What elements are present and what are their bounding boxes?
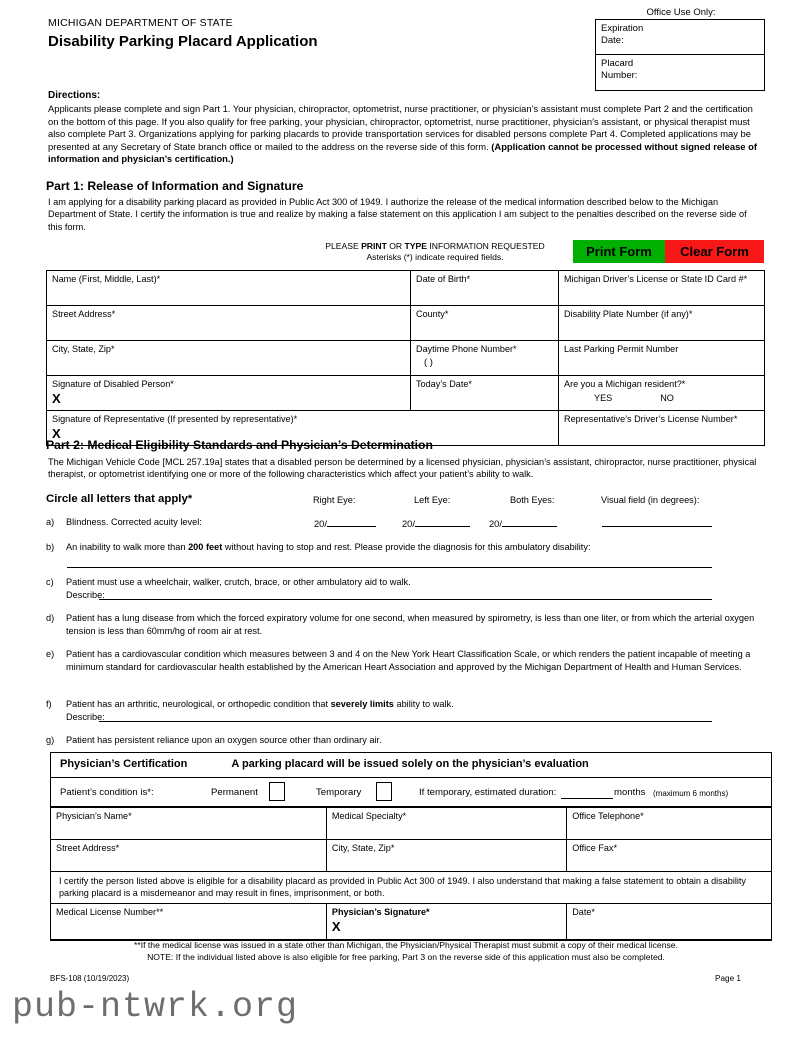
part1-heading: Part 1: Release of Information and Signature bbox=[46, 179, 304, 193]
visual-field-header: Visual field (in degrees): bbox=[601, 495, 700, 505]
certification-subtitle: A parking placard will be issued solely on the physician’s evaluation bbox=[231, 758, 589, 770]
criterion-f-text bbox=[66, 698, 762, 711]
criterion-b[interactable] bbox=[46, 541, 762, 554]
asterisk-note: Asterisks (*) indicate required fields. bbox=[366, 252, 504, 262]
duration-input[interactable] bbox=[561, 787, 613, 799]
duration-label: If temporary, estimated duration: bbox=[419, 787, 557, 798]
directions-text: Applicants please complete and sign Part 1. Your physician, chiropractor, optometrist, nurse practitioner, or physician’s assistant must complete Part 2 and the certification on the bottom of this page. If you also qualify for free parking, your physician, chiropractor, optometrist, nurse practitioner, physician’s assistant, or physical therapist must also complete Part 3. Organizations applying for parking placards to provide transportation services for disabled persons complete Part 4. Completed applications may be presented at any Secretary of State branch office or mailed to the address on the reverse side of this form. bbox=[48, 103, 753, 152]
physician-certification-box bbox=[50, 752, 772, 941]
resident-options bbox=[564, 393, 764, 405]
physician-signature-label: Physician’s Signature* bbox=[331, 907, 430, 917]
directions-bold-note: (Application cannot be processed without signed release of information and physician’s certification.) bbox=[48, 140, 757, 165]
resident-no-option[interactable]: NO bbox=[660, 392, 674, 403]
criterion-a-text: Blindness. Corrected acuity level: bbox=[66, 517, 202, 527]
permanent-label: Permanent bbox=[211, 787, 258, 798]
print-note-print: PRINT bbox=[361, 241, 387, 251]
acuity-prefix: 20/ bbox=[402, 519, 415, 529]
criterion-g-letter: g) bbox=[46, 735, 55, 745]
print-note-pre: PLEASE bbox=[325, 241, 362, 251]
office-telephone-label: Office Telephone* bbox=[572, 811, 644, 821]
criterion-c[interactable] bbox=[46, 576, 762, 601]
patient-condition-row bbox=[51, 778, 771, 807]
todays-date-field[interactable] bbox=[411, 376, 559, 411]
table-row bbox=[51, 872, 771, 904]
signature-x-mark: X bbox=[331, 918, 341, 934]
right-eye-header: Right Eye: bbox=[313, 495, 356, 505]
dob-field[interactable] bbox=[411, 271, 559, 306]
office-use-box bbox=[595, 19, 765, 91]
watermark: pub-ntwrk.org bbox=[12, 987, 299, 1027]
department-name: MICHIGAN DEPARTMENT OF STATE bbox=[48, 17, 233, 29]
plate-label: Disability Plate Number (if any)* bbox=[564, 309, 693, 319]
table-row bbox=[47, 271, 765, 306]
criterion-f-bold: severely limits bbox=[330, 699, 394, 709]
acuity-right-eye-input[interactable] bbox=[314, 516, 376, 529]
michigan-resident-label: Are you a Michigan resident?* bbox=[564, 379, 686, 389]
signature-disabled-field[interactable] bbox=[47, 376, 411, 411]
county-field[interactable] bbox=[411, 306, 559, 341]
page-number: Page 1 bbox=[715, 974, 741, 983]
criterion-b-letter: b) bbox=[46, 542, 55, 552]
directions-body bbox=[48, 103, 763, 166]
expiration-date-field[interactable] bbox=[596, 20, 764, 55]
physician-city-state-zip-field[interactable] bbox=[326, 840, 566, 872]
street-field[interactable] bbox=[47, 306, 411, 341]
part1-body: I am applying for a disability parking placard as provided in Public Act 300 of 1949. I authorize the release of the medical information described below to the Michigan Department of State. I certify the information is true and realize by making a false statement on this application I am subject to the penalties described on the reverse side of this form. bbox=[48, 197, 747, 232]
physician-info-table bbox=[51, 807, 771, 940]
directions-heading: Directions: bbox=[48, 90, 101, 101]
physician-name-field[interactable] bbox=[51, 808, 326, 840]
certify-statement: I certify the person listed above is eligible for a disability placard as provided in Public Act 300 of 1949. I also understand that making a false statement to obtain a disability parking placard is a misdemeanor and may result in fines, imprisonment, or both. bbox=[51, 872, 771, 904]
acuity-left-eye-input[interactable] bbox=[402, 516, 470, 529]
print-instruction bbox=[300, 241, 570, 263]
medical-license-field[interactable] bbox=[51, 904, 326, 940]
footnote-note: NOTE: If the individual listed above is also eligible for free parking, Part 3 on the reverse side of this application must also be completed. bbox=[147, 952, 665, 962]
footnotes bbox=[48, 939, 764, 963]
criterion-f-post: ability to walk. bbox=[393, 699, 454, 709]
office-fax-label: Office Fax* bbox=[572, 843, 618, 853]
certification-date-field[interactable] bbox=[567, 904, 771, 940]
print-note-mid: OR bbox=[386, 241, 405, 251]
both-eyes-header: Both Eyes: bbox=[510, 495, 555, 505]
criterion-g-text: Patient has persistent reliance upon an oxygen source other than ordinary air. bbox=[66, 735, 382, 745]
certification-title: Physician’s Certification bbox=[60, 758, 188, 770]
phone-paren: ( ) bbox=[424, 356, 433, 368]
license-field[interactable] bbox=[559, 271, 765, 306]
city-state-zip-label: City, State, Zip* bbox=[52, 344, 115, 354]
physician-street-label: Street Address* bbox=[56, 843, 120, 853]
placard-number-field[interactable] bbox=[596, 55, 764, 90]
office-fax-field[interactable] bbox=[567, 840, 771, 872]
name-label: Name (First, Middle, Last)* bbox=[52, 274, 161, 284]
months-label: months bbox=[614, 787, 646, 798]
county-label: County* bbox=[416, 309, 449, 319]
criterion-f-describe-label: Describe: bbox=[66, 711, 105, 722]
criterion-a-letter: a) bbox=[46, 517, 55, 527]
criterion-f-pre: Patient has an arthritic, neurological, or orthopedic condition that bbox=[66, 699, 331, 709]
print-form-button[interactable]: Print Form bbox=[573, 240, 665, 263]
applicant-info-table bbox=[46, 270, 765, 446]
todays-date-label: Today’s Date* bbox=[416, 379, 472, 389]
physician-signature-field[interactable] bbox=[326, 904, 566, 940]
footnote-license: **If the medical license was issued in a state other than Michigan, the Physician/Physical Therapist must submit a copy of their medical license. bbox=[134, 940, 678, 950]
criterion-f[interactable] bbox=[46, 698, 762, 723]
criterion-e-text: Patient has a cardiovascular condition which measures between 3 and 4 on the New York Heart Classification Scale, or which renders the patient incapable of meeting a minimum standard for cardiovascular health established by the American Heart Association and approved by the Michigan Department of Health and Human Services. bbox=[66, 649, 751, 672]
certification-date-label: Date* bbox=[572, 907, 595, 917]
table-row bbox=[51, 808, 771, 840]
certification-title-row bbox=[51, 753, 771, 778]
signature-x-mark: X bbox=[52, 390, 61, 406]
table-row bbox=[47, 376, 765, 411]
medical-specialty-label: Medical Specialty* bbox=[331, 811, 407, 821]
placard-number-label: Placard Number: bbox=[601, 58, 638, 81]
criterion-d-letter: d) bbox=[46, 613, 55, 623]
print-note-type: TYPE bbox=[404, 241, 427, 251]
signature-x-mark: X bbox=[52, 425, 61, 441]
months-max-note: (maximum 6 months) bbox=[653, 789, 729, 798]
criterion-b-post: without having to stop and rest. Please provide the diagnosis for this ambulatory disability: bbox=[222, 542, 591, 552]
dob-label: Date of Birth* bbox=[416, 274, 471, 284]
license-label: Michigan Driver’s License or State ID Card #* bbox=[564, 274, 748, 284]
criterion-b-text bbox=[66, 541, 762, 554]
criterion-a[interactable] bbox=[46, 516, 306, 529]
criterion-c-describe-label: Describe: bbox=[66, 589, 105, 600]
medical-specialty-field[interactable] bbox=[326, 808, 566, 840]
print-note-post: INFORMATION REQUESTED bbox=[426, 241, 545, 251]
table-row bbox=[51, 840, 771, 872]
physician-city-state-zip-label: City, State, Zip* bbox=[331, 843, 395, 853]
office-use-label: Office Use Only: bbox=[646, 7, 716, 18]
michigan-resident-field[interactable] bbox=[559, 376, 765, 411]
table-row bbox=[47, 306, 765, 341]
rep-license-label: Representative’s Driver’s License Number* bbox=[564, 414, 738, 424]
criterion-d[interactable] bbox=[46, 612, 762, 637]
criterion-g[interactable] bbox=[46, 734, 762, 747]
physician-name-label: Physician’s Name* bbox=[56, 811, 132, 821]
acuity-prefix: 20/ bbox=[489, 519, 502, 529]
city-state-zip-field[interactable] bbox=[47, 341, 411, 376]
permanent-checkbox[interactable] bbox=[269, 782, 285, 801]
temporary-checkbox[interactable] bbox=[376, 782, 392, 801]
rep-license-field[interactable] bbox=[559, 411, 765, 446]
physician-street-field[interactable] bbox=[51, 840, 326, 872]
plate-field[interactable] bbox=[559, 306, 765, 341]
criterion-b-write-line[interactable] bbox=[67, 567, 712, 568]
street-label: Street Address* bbox=[52, 309, 116, 319]
table-row bbox=[51, 904, 771, 940]
signature-representative-label: Signature of Representative (If presented by representative)* bbox=[52, 414, 298, 424]
table-row bbox=[47, 341, 765, 376]
medical-license-label: Medical License Number** bbox=[56, 907, 164, 917]
expiration-date-label: Expiration Date: bbox=[601, 23, 644, 46]
signature-disabled-label: Signature of Disabled Person* bbox=[52, 379, 174, 389]
office-telephone-field[interactable] bbox=[567, 808, 771, 840]
acuity-both-eyes-input[interactable] bbox=[489, 516, 557, 529]
patient-condition-label: Patient’s condition is*: bbox=[60, 787, 154, 798]
part2-heading: Part 2: Medical Eligibility Standards and Physician’s Determination bbox=[46, 438, 433, 452]
form-id: BFS-108 (10/19/2023) bbox=[50, 974, 130, 983]
last-permit-label: Last Parking Permit Number bbox=[564, 344, 679, 354]
criterion-f-write-line[interactable] bbox=[99, 721, 712, 722]
acuity-prefix: 20/ bbox=[314, 519, 327, 529]
criterion-c-text: Patient must use a wheelchair, walker, crutch, brace, or other ambulatory aid to walk. bbox=[66, 577, 411, 587]
criterion-d-text: Patient has a lung disease from which the forced expiratory volume for one second, when measured by spirometry, is less than one liter, or from which the arterial oxygen tension is less than 60mm/hg of room air at rest. bbox=[66, 613, 755, 636]
left-eye-header: Left Eye: bbox=[414, 495, 451, 505]
visual-field-input[interactable] bbox=[602, 516, 712, 529]
criterion-e-letter: e) bbox=[46, 649, 55, 659]
last-permit-field[interactable] bbox=[559, 341, 765, 376]
clear-form-button[interactable]: Clear Form bbox=[665, 240, 764, 263]
resident-yes-option[interactable]: YES bbox=[594, 392, 613, 403]
page-title: Disability Parking Placard Application bbox=[48, 33, 318, 50]
temporary-label: Temporary bbox=[316, 787, 362, 798]
circle-letters-heading: Circle all letters that apply* bbox=[46, 493, 193, 505]
criterion-b-bold: 200 feet bbox=[188, 542, 223, 552]
criterion-c-write-line[interactable] bbox=[99, 599, 712, 600]
phone-field[interactable] bbox=[411, 341, 559, 376]
criterion-c-letter: c) bbox=[46, 577, 54, 587]
criterion-b-pre: An inability to walk more than bbox=[66, 542, 189, 552]
phone-label: Daytime Phone Number* bbox=[416, 344, 517, 354]
name-field[interactable] bbox=[47, 271, 411, 306]
criterion-e[interactable] bbox=[46, 648, 762, 673]
part2-body: The Michigan Vehicle Code [MCL 257.19a] states that a disabled person be determined by a licensed physician, physician’s assistant, chiropractor, nurse practitioner, physical therapist, or optometrist identifying one or more of the following characteristics which affect your patient’s ability to walk. bbox=[48, 457, 757, 480]
criterion-f-letter: f) bbox=[46, 699, 52, 709]
